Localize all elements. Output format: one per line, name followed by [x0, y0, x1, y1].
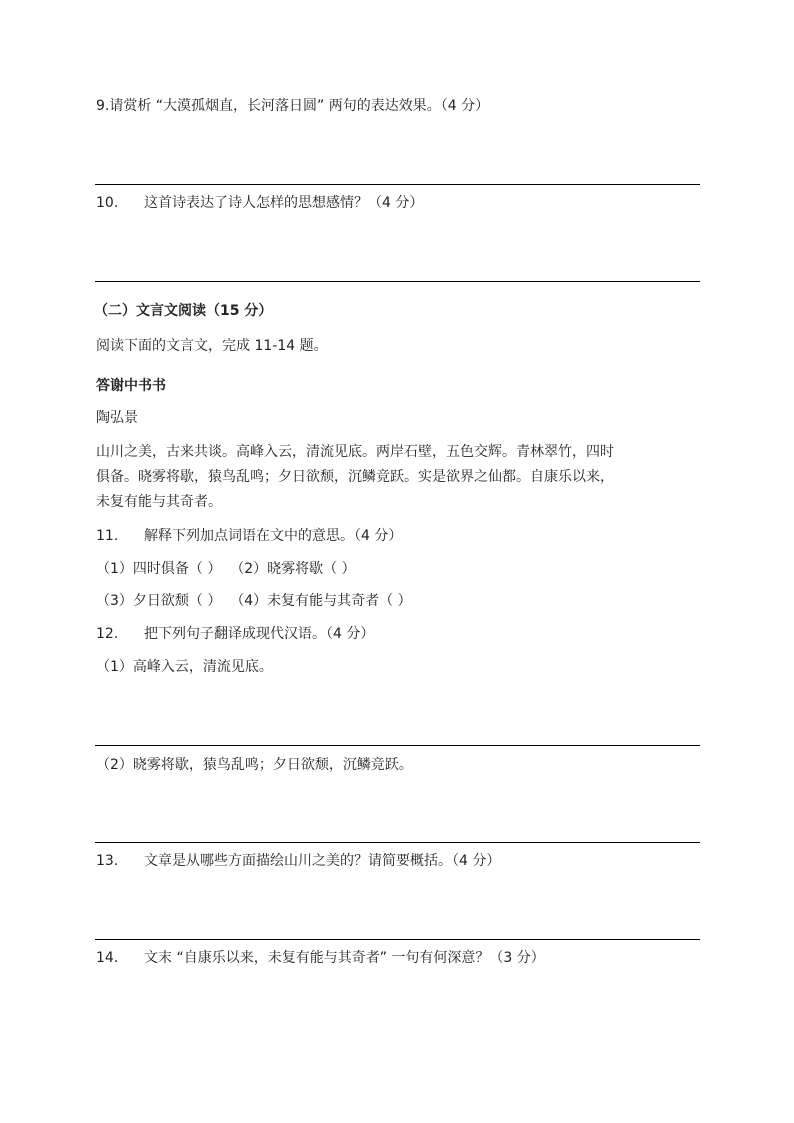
- question-12-item: （2）晓雾将歇，猿鸟乱鸣；夕日欲颓，沉鳞竞跃。: [96, 757, 413, 773]
- question-12-item: （1）高峰入云，清流见底。: [96, 659, 273, 675]
- answer-line-q12-1: [95, 745, 700, 746]
- question-10: [96, 193, 423, 213]
- passage-body: [96, 440, 702, 515]
- question-12-text: 把下列句子翻译成现代汉语。（4 分）: [144, 626, 375, 642]
- question-9: 9.请赏析 “大漠孤烟直，长河落日圆” 两句的表达效果。（4 分）: [96, 98, 490, 114]
- answer-line-q12-2: [95, 842, 700, 843]
- question-11-number: 11.: [96, 528, 119, 544]
- question-11-text: 解释下列加点词语在文中的意思。（4 分）: [144, 528, 403, 544]
- question-11-item: （3）夕日欲颓（ ） （4）未复有能与其奇者（ ）: [96, 593, 412, 609]
- passage-line: 山川之美，古来共谈。高峰入云，清流见底。两岸石壁，五色交辉。青林翠竹，四时: [96, 444, 614, 460]
- question-14-number: 14.: [96, 950, 119, 966]
- passage-author: 陶弘景: [96, 410, 138, 426]
- question-13: [96, 851, 500, 871]
- question-13-text: 文章是从哪些方面描绘山川之美的？请简要概括。（4 分）: [144, 853, 501, 869]
- answer-line-q13: [95, 939, 700, 940]
- section-title: （二）文言文阅读（15 分）: [94, 303, 273, 319]
- question-11-item: （1）四时俱备（ ） （2）晓雾将歇（ ）: [96, 561, 356, 577]
- question-10-number: 10.: [96, 195, 119, 211]
- section-instruction: 阅读下面的文言文，完成 11-14 题。: [96, 338, 328, 354]
- passage-line: 未复有能与其奇者。: [96, 494, 222, 510]
- question-12-number: 12.: [96, 626, 119, 642]
- question-11: [96, 526, 402, 546]
- passage-title: 答谢中书书: [96, 378, 166, 394]
- question-14: [96, 948, 545, 968]
- question-12: [96, 624, 374, 644]
- question-13-number: 13.: [96, 853, 119, 869]
- answer-line-q9: [95, 184, 700, 185]
- passage-line: 俱备。晓雾将歇，猿鸟乱鸣；夕日欲颓，沉鳞竞跃。实是欲界之仙都。自康乐以来，: [96, 469, 614, 485]
- question-10-text: 这首诗表达了诗人怎样的思想感情？（4 分）: [144, 195, 424, 211]
- question-14-text: 文末 “自康乐以来，未复有能与其奇者” 一句有何深意？（3 分）: [144, 950, 545, 966]
- answer-line-q10: [95, 281, 700, 282]
